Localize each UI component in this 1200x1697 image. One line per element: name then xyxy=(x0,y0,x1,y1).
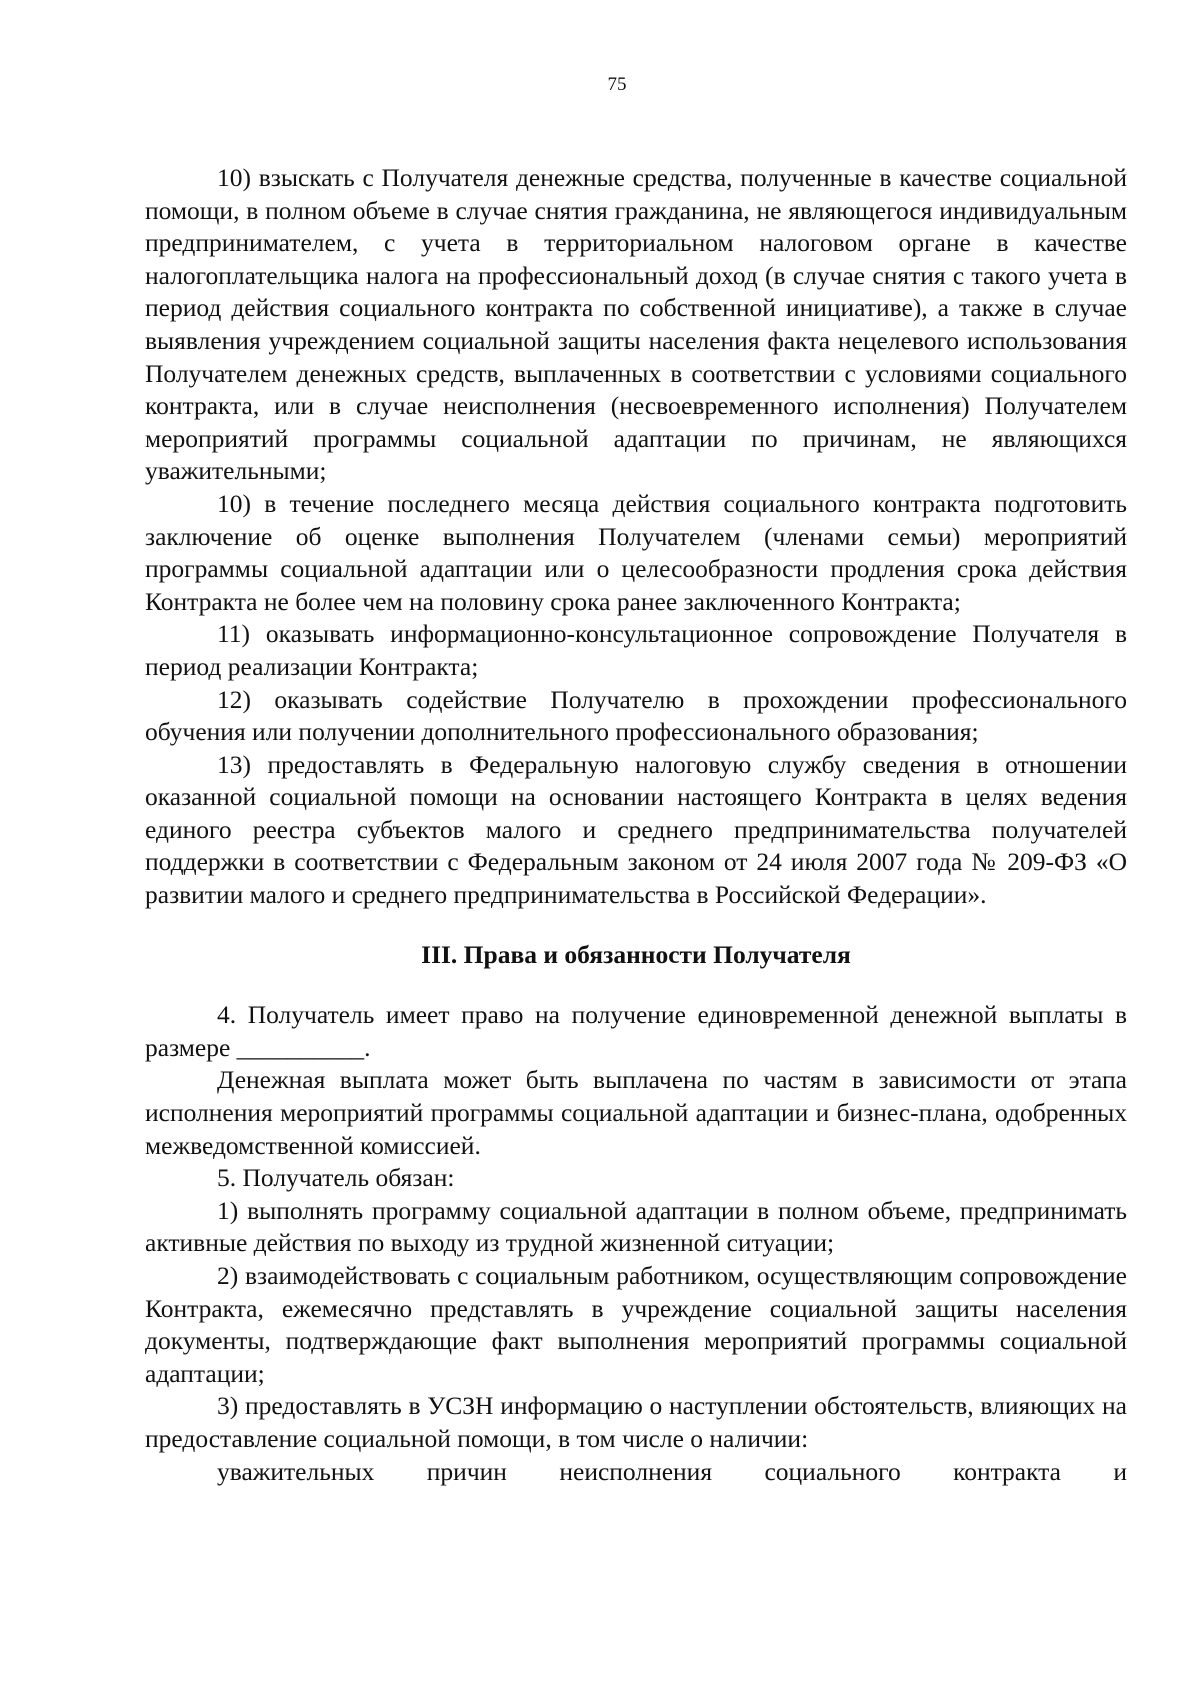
paragraph-obligation-10-recover-funds: 10) взыскать с Получателя денежные средства, полученные в качестве социальной помощи, в полном объеме в случае снятия гражданина, не являющегося индивидуальным предпринимателем, с учета в территориальном налоговом органе в качестве налогоплательщика налога на профессиональный доход (в случае снятия с такого учета в период действия социального контракта по собственной инициативе), а также в случае выявления учреждением социальной защиты населения факта нецелевого использования Получателем денежных средств, выплаченных в соответствии с условиями социального контракта, или в случае неисполнения (несвоевременного исполнения) Получателем мероприятий программы социальной адаптации по причинам, не являющихся уважительными; xyxy=(145,163,1127,486)
paragraph-obligation-13-tax-service-info: 13) предоставлять в Федеральную налоговую службу сведения в отношении оказанной социальной помощи на основании настоящего Контракта в целях ведения единого реестра субъектов малого и среднего предпринимательства получателей поддержки в соответствии с Федеральным законом от 24 июля 2007 года № 209-ФЗ «О развитии малого и среднего предпринимательства в Российской Федерации». xyxy=(145,749,1127,910)
paragraph-recipient-obliged: 5. Получатель обязан: xyxy=(217,1163,455,1193)
paragraph-duty-2-social-worker: 2) взаимодействовать с социальным работником, осуществляющим сопровождение Контракта, ежемесячно представлять в учреждение социальной защиты населения документы, подтверждающие факт выполнения мероприятий программы социальной адаптации; xyxy=(145,1261,1127,1388)
paragraph-valid-reasons: уважительных причин неисполнения социального контракта и xyxy=(217,1456,1127,1486)
document-body xyxy=(145,162,1127,1488)
section-heading: III. Права и обязанности Получателя xyxy=(421,939,851,969)
paragraph-obligation-12-training-assistance: 12) оказывать содействие Получателю в прохождении профессионального обучения или получении дополнительного профессионального образования; xyxy=(145,684,1127,747)
paragraph-duty-1-program: 1) выполнять программу социальной адаптации в полном объеме, предпринимать активные действия по выходу из трудной жизненной ситуации; xyxy=(145,1195,1127,1258)
paragraph-duty-3-inform-uszn: 3) предоставлять в УСЗН информацию о наступлении обстоятельств, влияющих на предоставление социальной помощи, в том числе о наличии: xyxy=(145,1391,1127,1453)
paragraph-right-4-lump-sum: 4. Получатель имеет право на получение единовременной денежной выплаты в размере __________. xyxy=(145,1000,1127,1062)
paragraph-obligation-10-prepare-conclusion: 10) в течение последнего месяца действия социального контракта подготовить заключение об оценке выполнения Получателем (членами семьи) мероприятий программы социальной адаптации или о целесообразности продления срока действия Контракта не более чем на половину срока ранее заключенного Контракта; xyxy=(145,488,1127,616)
page-number: 75 xyxy=(607,74,627,95)
paragraph-obligation-11-consulting-support: 11) оказывать информационно-консультационное сопровождение Получателя в период реализации Контракта; xyxy=(145,619,1127,681)
paragraph-payment-in-parts: Денежная выплата может быть выплачена по частям в зависимости от этапа исполнения мероприятий программы социальной адаптации и бизнес-плана, одобренных межведомственной комиссией. xyxy=(145,1065,1127,1160)
